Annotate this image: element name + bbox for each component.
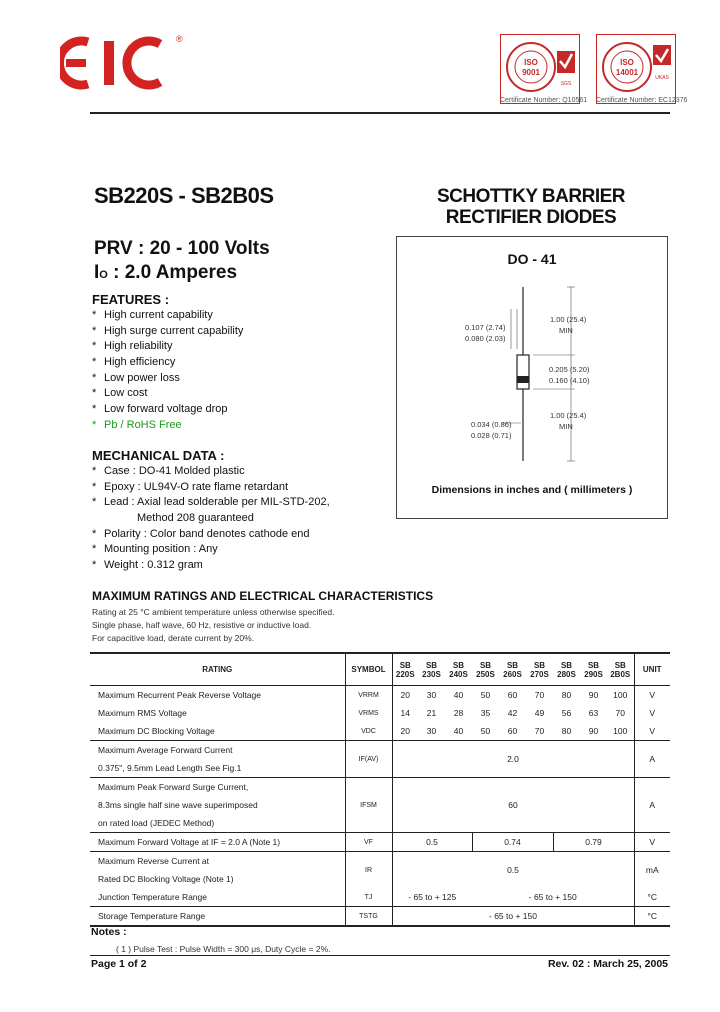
dim-body-max: 0.205 (5.20) (549, 365, 590, 374)
table-cell: VRRM (345, 686, 392, 705)
part-col-header: SB 240S (445, 653, 472, 686)
rating-note-3: For capacitive load, derate current by 20%. (92, 633, 255, 643)
notes-heading: Notes : (91, 926, 127, 938)
registered-mark: ® (176, 34, 183, 44)
table-row (90, 888, 670, 907)
table-cell: 90 (588, 690, 599, 700)
table-cell: IR (345, 852, 392, 889)
svg-text:ISO: ISO (524, 58, 538, 67)
symbol-col-header: SYMBOL (345, 653, 392, 686)
table-cell: 30 (426, 690, 437, 700)
table-cell: °C (634, 888, 670, 907)
table-cell: A (634, 778, 670, 833)
rohs-note: Pb / RoHS Free (104, 418, 182, 431)
table-cell: - 65 to + 150 (392, 907, 634, 927)
list-item: * High surge current capability (92, 324, 244, 337)
list-item: Method 208 guaranteed (137, 512, 254, 525)
part-col-header: SB 290S (580, 653, 607, 686)
list-item: * Low cost (92, 387, 148, 400)
product-type-line1: SCHOTTKY BARRIER (437, 186, 625, 207)
cert-number-14001: Certificate Number: EC12376 (596, 97, 688, 104)
mechanical-heading: MECHANICAL DATA : (92, 448, 225, 463)
table-cell: Maximum Peak Forward Surge Current, 8.3ms single half sine wave superimposed on rated load (JEDEC Method) (90, 778, 345, 833)
table-cell: V (634, 722, 670, 741)
table-cell: TSTG (345, 907, 392, 927)
ratings-heading: MAXIMUM RATINGS AND ELECTRICAL CHARACTERISTICS (92, 589, 434, 603)
dim-bottom-min: MIN (559, 422, 573, 431)
iso14001-badge (596, 34, 676, 104)
table-cell: Maximum RMS Voltage (98, 708, 187, 718)
ratings-table (90, 652, 670, 927)
part-col-header: SB 230S (418, 653, 445, 686)
list-item: * High efficiency (92, 356, 176, 369)
dim-band-dia-max: 0.107 (2.74) (465, 323, 506, 332)
list-item: * Case : DO-41 Molded plastic (92, 465, 245, 477)
table-cell: 0.5 (392, 833, 472, 852)
revision-date: Rev. 02 : March 25, 2005 (547, 958, 668, 970)
table-cell: 0.74 (472, 833, 553, 852)
table-cell: 20 (400, 726, 410, 736)
table-row (90, 686, 670, 705)
list-item: * High reliability (92, 340, 173, 353)
dim-top-min: MIN (559, 326, 573, 335)
table-cell: °C (634, 907, 670, 927)
table-cell: VF (345, 833, 392, 852)
iso9001-badge (500, 34, 580, 104)
dim-body-min: 0.160 (4.10) (549, 376, 590, 385)
table-cell: 21 (426, 708, 437, 718)
footer-rule (90, 955, 670, 956)
diode-outline-drawing (397, 237, 667, 477)
table-cell: Storage Temperature Range (90, 907, 345, 927)
svg-text:UKAS: UKAS (655, 75, 669, 81)
dimensions-caption: Dimensions in inches and ( millimeters ) (431, 484, 633, 496)
table-cell: Maximum DC Blocking Voltage (98, 726, 215, 736)
note-1: ( 1 ) Pulse Test : Pulse Width = 300 μs, Duty Cycle = 2%. (116, 944, 331, 954)
page-number: Page 1 of 2 (91, 958, 147, 970)
rating-note-2: Single phase, half wave, 60 Hz, resistive or inductive load. (92, 620, 312, 630)
table-cell: 0.79 (553, 833, 634, 852)
table-cell: 90 (588, 726, 599, 736)
product-type-line2: RECTIFIER DIODES (445, 207, 617, 228)
table-cell: 2.0 (392, 741, 634, 778)
svg-text:9001: 9001 (522, 68, 540, 77)
table-cell: Maximum Reverse Current at Rated DC Blocking Voltage (Note 1) (90, 852, 345, 889)
dim-top-length: 1.00 (25.4) (550, 315, 587, 324)
table-cell: 60 (507, 690, 518, 700)
table-cell: IFSM (345, 778, 392, 833)
table-cell: 28 (453, 708, 464, 718)
table-cell: 70 (615, 708, 625, 718)
list-item: * Polarity : Color band denotes cathode end (92, 527, 310, 540)
dim-bottom-length: 1.00 (25.4) (550, 411, 587, 420)
table-row (90, 741, 670, 778)
rating-note-1: Rating at 25 °C ambient temperature unless otherwise specified. (92, 607, 335, 617)
list-item: * Epoxy : UL94V-O rate flame retardant (92, 480, 289, 493)
table-cell: - 65 to + 125 (408, 892, 457, 902)
table-row (90, 722, 670, 741)
package-outline-box (396, 236, 668, 519)
rating-col-header: RATING (90, 653, 345, 686)
table-cell: Junction Temperature Range (98, 892, 207, 902)
features-heading: FEATURES : (92, 292, 170, 307)
table-row (90, 907, 670, 927)
svg-text:14001: 14001 (615, 68, 639, 77)
list-item: * Low power loss (92, 371, 180, 384)
unit-col-header: UNIT (634, 653, 670, 686)
table-cell: 40 (453, 726, 464, 736)
table-cell: 60 (507, 726, 518, 736)
table-cell: 80 (561, 726, 572, 736)
header-rule (90, 112, 670, 114)
features-list (92, 308, 243, 434)
mechanical-list (92, 464, 330, 574)
part-col-header: SB 280S (553, 653, 580, 686)
list-item: * Mounting position : Any (92, 543, 218, 556)
table-row (90, 778, 670, 833)
table-row (90, 833, 670, 852)
table-cell: VDC (345, 722, 392, 741)
dim-wire-max: 0.034 (0.86) (471, 420, 512, 429)
table-cell: Maximum Forward Voltage at IF = 2.0 A (Note 1) (90, 833, 345, 852)
table-cell: 49 (534, 708, 545, 718)
part-col-header: SB 250S (472, 653, 499, 686)
table-cell: mA (634, 852, 670, 889)
table-cell: 56 (561, 708, 572, 718)
table-cell: 70 (534, 690, 545, 700)
table-cell: 63 (588, 708, 599, 718)
prv-spec: PRV : 20 - 100 Volts (94, 238, 270, 259)
svg-text:ISO: ISO (620, 58, 634, 67)
part-col-header: SB 270S (526, 653, 553, 686)
table-cell: 14 (400, 708, 410, 718)
table-cell: - 65 to + 150 (528, 892, 577, 902)
part-range-title: SB220S - SB2B0S (94, 183, 274, 208)
table-cell: V (634, 704, 670, 722)
eic-logo (60, 34, 192, 92)
table-row (90, 852, 670, 889)
table-cell: 50 (480, 690, 491, 700)
table-cell: Maximum Average Forward Current 0.375", 9.5mm Lead Length See Fig.1 (90, 741, 345, 778)
cert-number-9001: Certificate Number: Q10561 (500, 97, 588, 104)
table-cell: 0.5 (392, 852, 634, 889)
list-item: * High current capability (92, 309, 213, 321)
table-cell: 20 (400, 690, 410, 700)
table-cell: V (634, 686, 670, 705)
table-cell: 40 (453, 690, 464, 700)
table-cell: 50 (480, 726, 491, 736)
table-cell: 35 (480, 708, 491, 718)
table-header-row (90, 653, 670, 686)
part-col-header: SB 260S (499, 653, 526, 686)
svg-text:SGS: SGS (560, 81, 572, 87)
table-cell: 100 (613, 726, 628, 736)
list-item: * Lead : Axial lead solderable per MIL-STD-202, (92, 496, 330, 509)
table-cell: TJ (345, 888, 392, 907)
table-cell: A (634, 741, 670, 778)
table-cell: 100 (613, 690, 628, 700)
table-cell: 80 (561, 690, 572, 700)
list-item: * Pb / RoHS Free (92, 418, 182, 431)
io-spec: IO : 2.0 Amperes (94, 262, 238, 283)
dim-wire-min: 0.028 (0.71) (471, 431, 512, 440)
table-cell: Maximum Recurrent Peak Reverse Voltage (98, 690, 261, 700)
part-col-header: SB 2B0S (607, 653, 634, 686)
table-cell: VRMS (345, 704, 392, 722)
table-cell: 42 (507, 708, 518, 718)
table-cell: V (634, 833, 670, 852)
iso9001-seal-icon (501, 35, 579, 103)
table-cell: 60 (392, 778, 634, 833)
table-cell: 70 (534, 726, 545, 736)
dim-band-dia-min: 0.080 (2.03) (465, 334, 506, 343)
list-item: * Weight : 0.312 gram (92, 559, 203, 572)
iso14001-seal-icon (597, 35, 675, 103)
part-col-header: SB 220S (392, 653, 418, 686)
package-title: DO - 41 (507, 251, 557, 267)
table-cell: 30 (426, 726, 437, 736)
table-cell: IF(AV) (345, 741, 392, 778)
table-row (90, 704, 670, 722)
list-item: * Low forward voltage drop (92, 403, 228, 416)
